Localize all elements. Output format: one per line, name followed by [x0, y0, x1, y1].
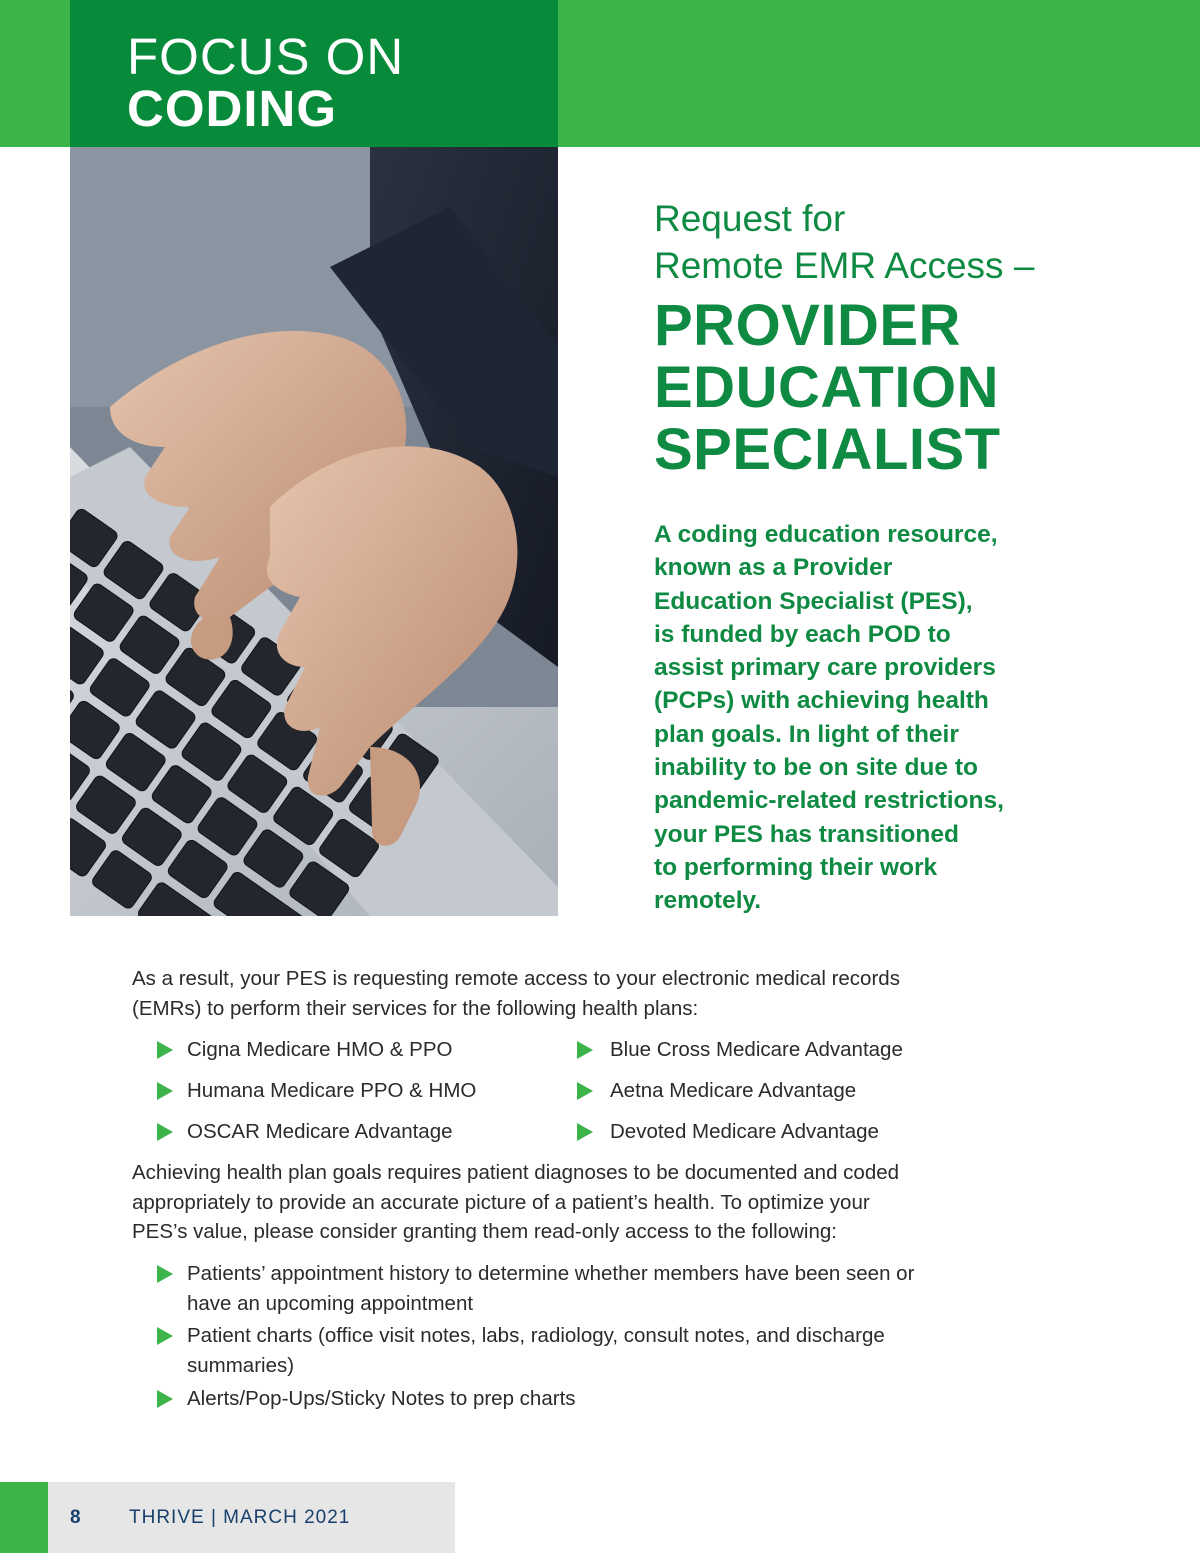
headline-line: EDUCATION — [654, 355, 999, 420]
intro-paragraph — [654, 518, 1074, 918]
access-item-line: Patients’ appointment history to determine whether members have been seen or — [187, 1262, 915, 1285]
health-plan-item: Cigna Medicare HMO & PPO — [187, 1038, 453, 1061]
hands-typing-photo — [70, 147, 558, 916]
publication-info: THRIVE | MARCH 2021 — [129, 1507, 351, 1528]
page-number: 8 — [70, 1507, 81, 1528]
access-item — [187, 1259, 1067, 1318]
kicker-line: Remote EMR Access – — [654, 245, 1035, 286]
access-item-line: summaries) — [187, 1353, 295, 1377]
intro-line: A coding education resource, — [654, 521, 998, 548]
kicker-line: Request for — [654, 198, 846, 239]
access-item — [187, 1384, 1067, 1414]
section-label-line1: FOCUS ON — [127, 28, 405, 85]
headline-line: SPECIALIST — [654, 417, 1001, 482]
green-triangle-bullet-icon — [157, 1041, 173, 1059]
body-line: As a result, your PES is requesting remote access to your electronic medical records — [132, 967, 900, 990]
green-triangle-bullet-icon — [157, 1327, 173, 1345]
health-plan-item: Devoted Medicare Advantage — [610, 1120, 879, 1143]
headline-line: PROVIDER — [654, 293, 961, 358]
access-item-line: Patient charts (office visit notes, labs, radiology, consult notes, and discharge — [187, 1324, 885, 1347]
intro-line: (PCPs) with achieving health — [654, 687, 989, 715]
health-plan-item: Aetna Medicare Advantage — [610, 1079, 857, 1102]
body-line: Achieving health plan goals requires patient diagnoses to be documented and coded — [132, 1161, 900, 1184]
footer-accent — [0, 1482, 48, 1553]
intro-line: assist primary care providers — [654, 654, 996, 682]
health-plan-item: OSCAR Medicare Advantage — [187, 1120, 453, 1143]
body-line: PES’s value, please consider granting them read-only access to the following: — [132, 1220, 837, 1243]
body-line: (EMRs) to perform their services for the following health plans: — [132, 996, 699, 1020]
green-triangle-bullet-icon — [157, 1082, 173, 1100]
access-item — [187, 1321, 1067, 1380]
green-triangle-bullet-icon — [157, 1123, 173, 1141]
article-headline — [654, 295, 1174, 481]
intro-line: inability to be on site due to — [654, 754, 978, 782]
intro-line: remotely. — [654, 887, 762, 915]
intro-line: your PES has transitioned — [654, 820, 959, 848]
green-triangle-bullet-icon — [157, 1390, 173, 1408]
intro-line: known as a Provider — [654, 554, 893, 582]
article-kicker — [654, 195, 1174, 289]
green-triangle-bullet-icon — [157, 1265, 173, 1283]
intro-line: plan goals. In light of their — [654, 720, 959, 748]
body-paragraph-1 — [132, 964, 1072, 1023]
access-item-line: have an upcoming appointment — [187, 1291, 474, 1315]
intro-line: Education Specialist (PES), — [654, 587, 973, 615]
body-line: appropriately to provide an accurate picture of a patient’s health. To optimize your — [132, 1190, 870, 1214]
health-plan-item: Humana Medicare PPO & HMO — [187, 1079, 477, 1102]
body-paragraph-2 — [132, 1158, 1072, 1247]
green-triangle-bullet-icon — [577, 1082, 593, 1100]
intro-line: pandemic-related restrictions, — [654, 787, 1004, 815]
access-item-line: Alerts/Pop-Ups/Sticky Notes to prep charts — [187, 1387, 576, 1410]
intro-line: to performing their work — [654, 853, 938, 881]
health-plan-item: Blue Cross Medicare Advantage — [610, 1038, 903, 1061]
green-triangle-bullet-icon — [577, 1123, 593, 1141]
intro-line: is funded by each POD to — [654, 620, 951, 648]
section-label-line2: CODING — [127, 80, 337, 137]
green-triangle-bullet-icon — [577, 1041, 593, 1059]
